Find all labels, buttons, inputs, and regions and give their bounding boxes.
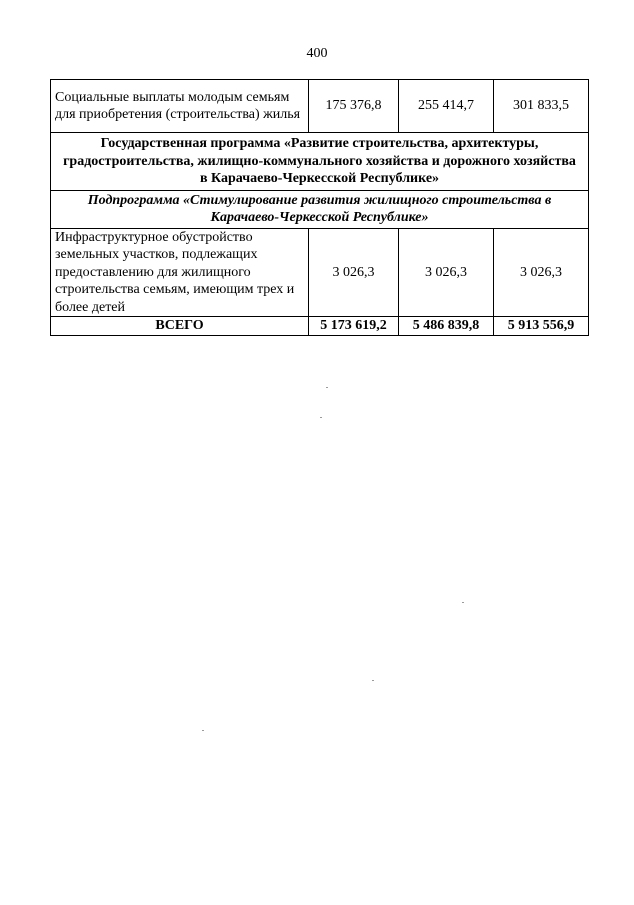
row-name-cell: Инфраструктурное обустройство земельных участков, подлежащих предоставлению для жилищного строительства семьям, имеющим трех и более детей	[51, 228, 309, 317]
value-cell-year-2: 255 414,7	[399, 80, 494, 133]
table-row	[51, 80, 589, 133]
total-value-year-2: 5 486 839,8	[399, 317, 494, 336]
program-heading-row	[51, 133, 589, 191]
page-number: 400	[306, 46, 328, 61]
value-cell-year-3: 301 833,5	[494, 80, 589, 133]
value-cell-year-2: 3 026,3	[399, 228, 494, 317]
scan-speck	[202, 730, 204, 731]
subprogram-heading: Подпрограмма «Стимулирование развития жилищного строительства в Карачаево-Черкесской Республике»	[51, 190, 589, 228]
row-name-cell: Социальные выплаты молодым семьям для приобретения (строительства) жилья	[51, 80, 309, 133]
subprogram-heading-row	[51, 190, 589, 228]
total-label: ВСЕГО	[51, 317, 309, 336]
program-heading: Государственная программа «Развитие строительства, архитектуры, градостроительства, жилищно-коммунального хозяйства и дорожного хозяйства в Карачаево-Черкесской Республике»	[51, 133, 589, 191]
budget-table	[50, 79, 589, 336]
value-cell-year-1: 3 026,3	[309, 228, 399, 317]
table-row	[51, 228, 589, 317]
value-cell-year-1: 175 376,8	[309, 80, 399, 133]
scan-speck	[326, 387, 328, 388]
value-cell-year-3: 3 026,3	[494, 228, 589, 317]
scan-speck	[462, 602, 464, 603]
total-value-year-1: 5 173 619,2	[309, 317, 399, 336]
total-row	[51, 317, 589, 336]
total-value-year-3: 5 913 556,9	[494, 317, 589, 336]
scan-speck	[372, 680, 374, 681]
scan-speck	[320, 417, 322, 418]
